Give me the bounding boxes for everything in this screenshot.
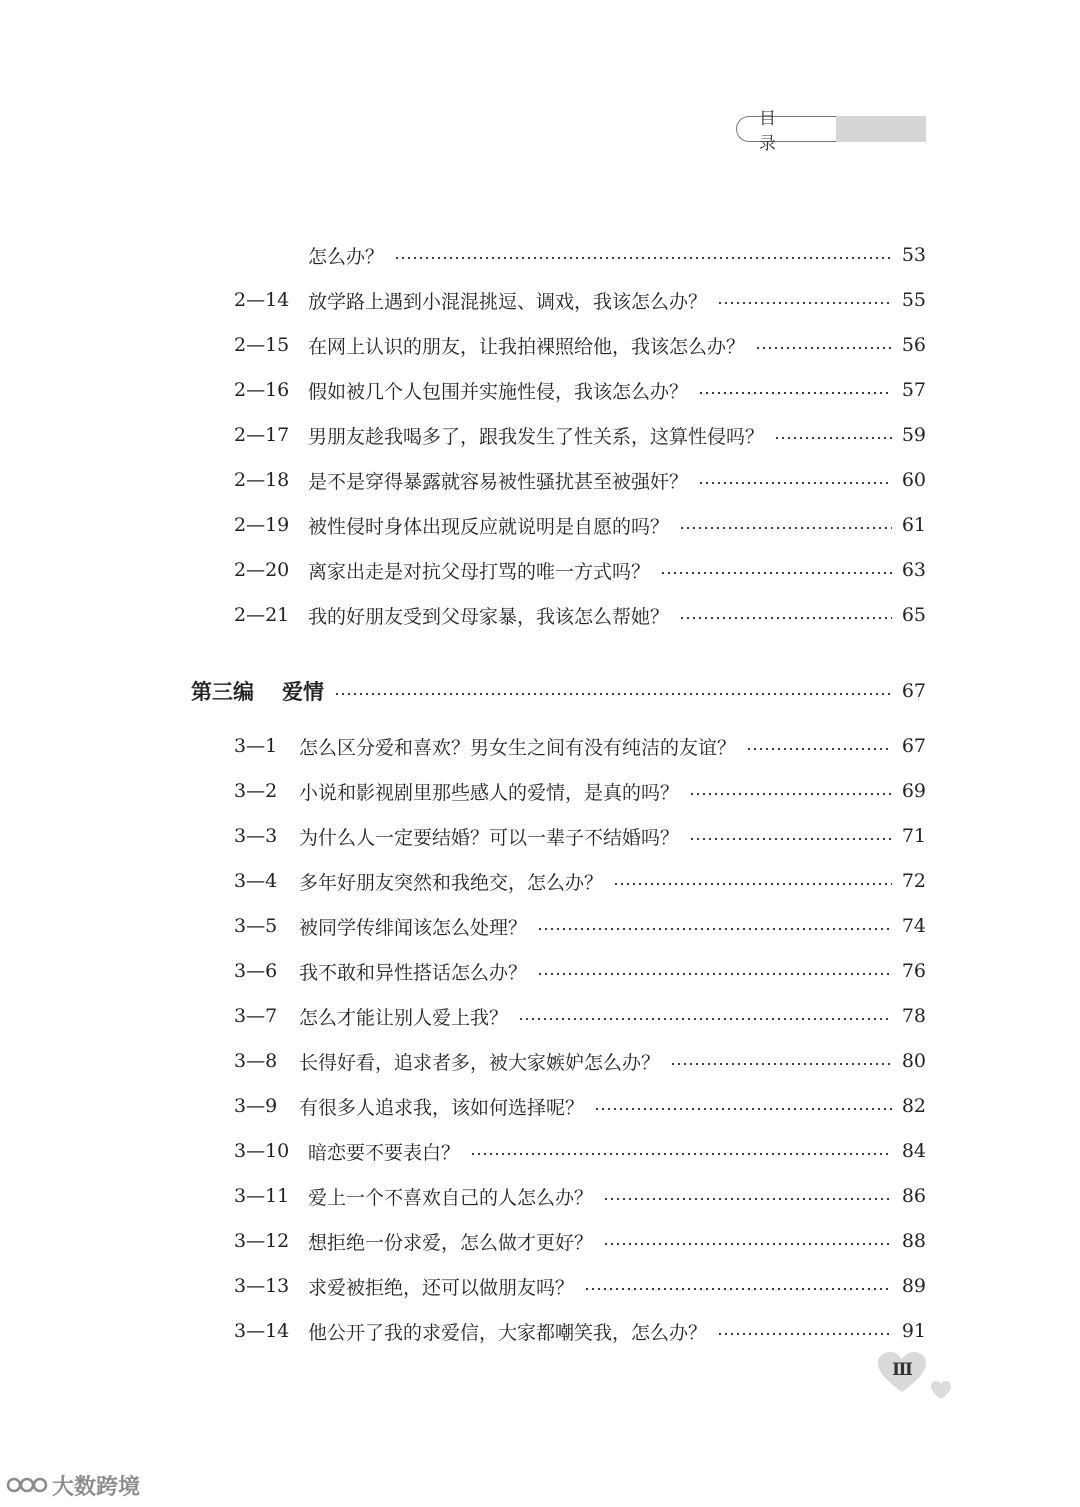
toc-entry-number: 2—15	[234, 334, 290, 356]
small-heart-icon	[930, 1380, 952, 1400]
toc-entry-page: 89	[901, 1275, 926, 1297]
toc-entry-number: 3—11	[234, 1185, 290, 1207]
toc-entry-page: 88	[901, 1230, 926, 1252]
toc-entry-number: 3—13	[234, 1275, 290, 1297]
toc-entry-number: 3—5	[234, 915, 278, 937]
toc-entry-number: 2—20	[234, 559, 290, 581]
toc-entry-number: 3—10	[234, 1140, 290, 1162]
toc-entry-page: 91	[901, 1320, 926, 1342]
leader-dots	[518, 1018, 892, 1020]
toc-entry-title: 想拒绝一份求爱，怎么做才更好？	[308, 1231, 594, 1254]
toc-entry-page: 59	[901, 424, 926, 446]
toc-entry[interactable]	[234, 375, 926, 405]
toc-entry-title: 怎么才能让别人爱上我？	[299, 1006, 509, 1029]
toc-entry-number: 2—14	[234, 289, 290, 311]
chapter-page: 67	[901, 680, 926, 702]
toc-entry-page: 55	[901, 289, 926, 311]
toc-entry-number: 3—9	[234, 1095, 278, 1117]
toc-entry-number: 3—7	[234, 1005, 278, 1027]
toc-entry[interactable]	[234, 1136, 926, 1166]
toc-entry-title: 为什么人一定要结婚？可以一辈子不结婚吗？	[299, 826, 680, 849]
leader-dots	[660, 572, 892, 574]
toc-entry-page: 80	[901, 1050, 926, 1072]
toc-entry-number: 3—4	[234, 870, 278, 892]
toc-entry-title: 他公开了我的求爱信，大家都嘲笑我，怎么办？	[308, 1321, 708, 1344]
toc-entry-page: 56	[901, 334, 926, 356]
toc-entry-title: 我不敢和异性搭话怎么办？	[299, 961, 528, 984]
toc-entry-page: 69	[901, 780, 926, 802]
toc-entry-title: 有很多人追求我，该如何选择呢？	[299, 1096, 585, 1119]
toc-entry[interactable]	[234, 1271, 926, 1301]
leader-dots	[584, 1288, 892, 1290]
toc-entry-page: 72	[901, 870, 926, 892]
toc-header-tab	[736, 109, 926, 154]
toc-entry-title: 男朋友趁我喝多了，跟我发生了性关系，这算性侵吗？	[308, 425, 765, 448]
toc-entry-page: 71	[901, 825, 926, 847]
toc-entry-number: 3—6	[234, 960, 278, 982]
toc-entry-title: 假如被几个人包围并实施性侵，我该怎么办？	[308, 380, 689, 403]
leader-dots	[613, 883, 892, 885]
toc-entry-number: 2—17	[234, 424, 290, 446]
toc-entry[interactable]	[234, 465, 926, 495]
toc-entry-title: 离家出走是对抗父母打骂的唯一方式吗？	[308, 560, 651, 583]
chapter-title: 爱情	[282, 680, 324, 704]
leader-dots	[698, 392, 892, 394]
leader-dots	[334, 693, 892, 695]
toc-entry-page: 78	[901, 1005, 926, 1027]
toc-entry-number: 3—8	[234, 1050, 278, 1072]
toc-entry-page: 67	[901, 735, 926, 757]
toc-entry[interactable]	[234, 776, 926, 806]
leader-dots	[679, 617, 892, 619]
leader-dots	[603, 1198, 892, 1200]
watermark-text: 大数跨境	[52, 1474, 141, 1500]
leader-dots	[537, 928, 892, 930]
toc-entry-title: 爱上一个不喜欢自己的人怎么办？	[308, 1186, 594, 1209]
watermark	[6, 1470, 140, 1500]
toc-entry-title: 怎么区分爱和喜欢？男女生之间有没有纯洁的友谊？	[299, 736, 737, 759]
toc-entry[interactable]	[234, 555, 926, 585]
toc-entry-page: 53	[901, 244, 926, 266]
toc-entry-page: 65	[901, 604, 926, 626]
toc-entry-title: 多年好朋友突然和我绝交，怎么办？	[299, 871, 604, 894]
leader-dots	[717, 302, 892, 304]
leader-dots	[755, 347, 892, 349]
toc-entry-title: 我的好朋友受到父母家暴，我该怎么帮她？	[308, 605, 670, 628]
toc-entry[interactable]	[234, 956, 926, 986]
toc-entry[interactable]	[234, 240, 926, 270]
leader-dots	[746, 748, 892, 750]
toc-entry-number: 3—2	[234, 780, 278, 802]
toc-entry[interactable]	[234, 866, 926, 896]
toc-entry-page: 74	[901, 915, 926, 937]
header-gray-bar	[836, 116, 926, 142]
toc-entry-page: 82	[901, 1095, 926, 1117]
toc-entry-number: 2—18	[234, 469, 290, 491]
leader-dots	[537, 973, 892, 975]
toc-entry-page: 57	[901, 379, 926, 401]
toc-entry-title: 怎么办？	[308, 245, 385, 268]
leader-dots	[679, 527, 892, 529]
toc-entry-page: 84	[901, 1140, 926, 1162]
toc-entry-title: 暗恋要不要表白？	[308, 1141, 461, 1164]
toc-entry-page: 60	[901, 469, 926, 491]
leader-dots	[717, 1333, 892, 1335]
toc-entry[interactable]	[234, 821, 926, 851]
toc-entry-title: 放学路上遇到小混混挑逗、调戏，我该怎么办？	[308, 290, 708, 313]
chapter-number: 第三编	[191, 680, 254, 704]
toc-entry-title: 被同学传绯闻该怎么处理？	[299, 916, 528, 939]
toc-entry[interactable]	[234, 1001, 926, 1031]
toc-entry-title: 在网上认识的朋友，让我拍裸照给他，我该怎么办？	[308, 335, 746, 358]
leader-dots	[594, 1108, 892, 1110]
toc-header-title: 目 录	[736, 116, 836, 142]
toc-entry-number: 3—14	[234, 1320, 290, 1342]
toc-entry[interactable]	[234, 330, 926, 360]
toc-entry-page: 86	[901, 1185, 926, 1207]
leader-dots	[689, 838, 892, 840]
toc-entry-number: 2—16	[234, 379, 290, 401]
toc-entry[interactable]	[234, 1226, 926, 1256]
toc-entry-page: 76	[901, 960, 926, 982]
page-number: Ⅲ	[892, 1360, 912, 1380]
toc-entry[interactable]	[234, 1046, 926, 1076]
toc-entry-page: 63	[901, 559, 926, 581]
toc-entry[interactable]	[234, 911, 926, 941]
toc-entry-title: 是不是穿得暴露就容易被性骚扰甚至被强奸？	[308, 470, 689, 493]
leader-dots	[603, 1243, 892, 1245]
toc-entry[interactable]	[234, 285, 926, 315]
toc-chapter-heading[interactable]	[191, 676, 926, 706]
leader-dots	[470, 1153, 892, 1155]
toc-entry-title: 小说和影视剧里那些感人的爱情，是真的吗？	[299, 781, 680, 804]
toc-entry[interactable]	[234, 420, 926, 450]
toc-entry[interactable]	[234, 1091, 926, 1121]
toc-entry[interactable]	[234, 600, 926, 630]
leader-dots	[670, 1063, 892, 1065]
toc-entry-page: 61	[901, 514, 926, 536]
toc-entry-number: 3—12	[234, 1230, 290, 1252]
toc-entry-title: 被性侵时身体出现反应就说明是自愿的吗？	[308, 515, 670, 538]
leader-dots	[774, 437, 892, 439]
toc-entry-title: 求爱被拒绝，还可以做朋友吗？	[308, 1276, 575, 1299]
watermark-logo-icon	[6, 1473, 48, 1497]
leader-dots	[698, 482, 892, 484]
toc-entry[interactable]	[234, 731, 926, 761]
leader-dots	[394, 257, 892, 259]
toc-entry[interactable]	[234, 1316, 926, 1346]
toc-entry-number: 3—1	[234, 735, 278, 757]
toc-entry[interactable]	[234, 510, 926, 540]
toc-entry-title: 长得好看，追求者多，被大家嫉妒怎么办？	[299, 1051, 661, 1074]
leader-dots	[689, 793, 892, 795]
toc-entry-number: 2—21	[234, 604, 290, 626]
toc-entry[interactable]	[234, 1181, 926, 1211]
toc-entry-number: 3—3	[234, 825, 278, 847]
toc-entry-number: 2—19	[234, 514, 290, 536]
